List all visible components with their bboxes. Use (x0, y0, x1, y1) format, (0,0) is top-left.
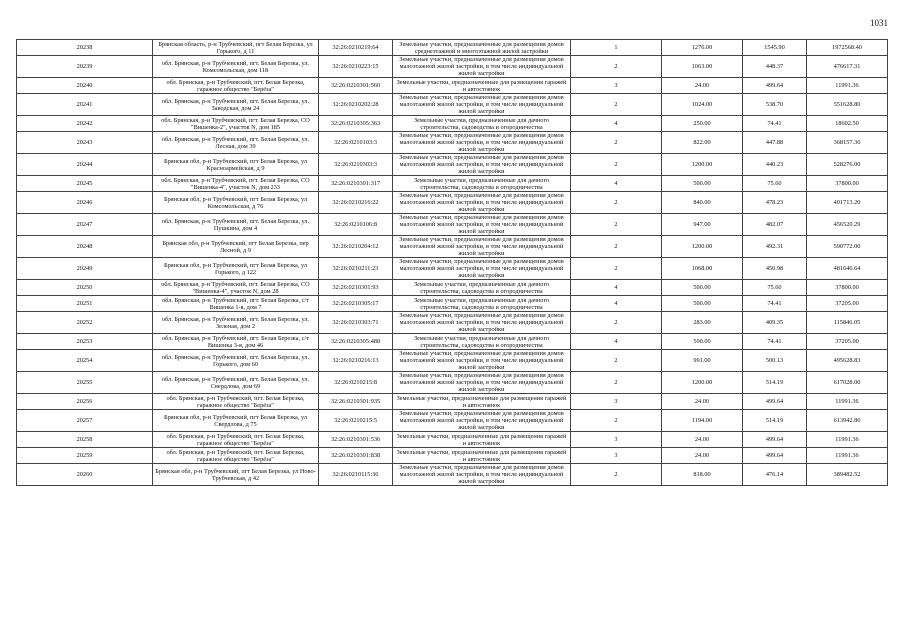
row-number-cell: 20247 (17, 214, 153, 236)
land-use-code-cell: 4 (571, 296, 662, 312)
cadastral-value-cell: 11991.36 (807, 394, 888, 410)
address-cell: обл. Брянская, р-н Трубчевский, пгт. Белая Березка, СО "Вишенка-2", участок N, дом 185 (153, 116, 319, 132)
cadastral-number-cell: 32:26:0210202:28 (319, 94, 393, 116)
cadastral-number-cell: 32:26:0210301:838 (319, 448, 393, 464)
address-cell: обл. Брянская, р-н Трубчевский, пгт. Белая Березка, гаражное общество "Берёза" (153, 448, 319, 464)
specific-value-cell: 499.64 (743, 448, 807, 464)
specific-value-cell: 499.64 (743, 394, 807, 410)
row-number-cell: 20244 (17, 154, 153, 176)
row-number-cell: 20246 (17, 192, 153, 214)
area-cell: 24.00 (662, 394, 743, 410)
cadastral-value-cell: 368157.36 (807, 132, 888, 154)
land-use-code-cell: 2 (571, 372, 662, 394)
address-cell: обл. Брянская, р-н Трубчевский, пгт. Белая Березка, ул. Заводская, дом 24 (153, 94, 319, 116)
table-row (17, 372, 888, 394)
table-row (17, 236, 888, 258)
cadastral-value-cell: 613942.86 (807, 410, 888, 432)
cadastral-number-cell: 32:26:0210219:64 (319, 40, 393, 56)
table-row (17, 410, 888, 432)
address-cell: обл. Брянская, р-н Трубчевский, пгт. Белая Березка, с/т Вишенка 1-я, дом 7 (153, 296, 319, 312)
land-use-cell: Земельные участки, предназначенные для дачного строительства, садоводства и огородничества (393, 280, 571, 296)
cadastral-value-cell: 617028.00 (807, 372, 888, 394)
cadastral-number-cell: 32:26:0210103:3 (319, 132, 393, 154)
address-cell: Брянская обл, р-н Трубчевский, пгт Белая Березка, ул Ново-Трубчевская, д 42 (153, 464, 319, 486)
area-cell: 500.00 (662, 296, 743, 312)
specific-value-cell: 500.13 (743, 350, 807, 372)
table-row (17, 214, 888, 236)
address-cell: обл. Брянская, р-н Трубчевский, пгт. Белая Березка, ул. Лесная, дом 39 (153, 132, 319, 154)
land-use-cell: Земельные участки, предназначенные для размещения домов малоэтажной жилой застройки, в том числе индивидуальной жилой застройки (393, 56, 571, 78)
cadastral-number-cell: 32:26:0210204:12 (319, 236, 393, 258)
area-cell: 1068.00 (662, 258, 743, 280)
row-number-cell: 20258 (17, 432, 153, 448)
table-row (17, 40, 888, 56)
cadastral-value-cell: 476617.31 (807, 56, 888, 78)
land-use-cell: Земельные участки, предназначенные для размещения гаражей и автостоянок (393, 432, 571, 448)
land-use-code-cell: 3 (571, 448, 662, 464)
row-number-cell: 20256 (17, 394, 153, 410)
cadastral-number-cell: 32:26:0210301:317 (319, 176, 393, 192)
area-cell: 500.00 (662, 280, 743, 296)
row-number-cell: 20245 (17, 176, 153, 192)
specific-value-cell: 499.64 (743, 78, 807, 94)
cadastral-number-cell: 32:26:0210301:536 (319, 432, 393, 448)
table-row (17, 78, 888, 94)
table-row (17, 176, 888, 192)
area-cell: 283.00 (662, 312, 743, 334)
land-use-code-cell: 2 (571, 350, 662, 372)
area-cell: 250.00 (662, 116, 743, 132)
row-number-cell: 20254 (17, 350, 153, 372)
land-use-cell: Земельные участки, предназначенные для размещения гаражей и автостоянок (393, 78, 571, 94)
specific-value-cell: 440.23 (743, 154, 807, 176)
table-row (17, 116, 888, 132)
cadastral-number-cell: 32:26:0210303:71 (319, 312, 393, 334)
area-cell: 818.00 (662, 464, 743, 486)
cadastral-number-cell: 32:26:0210223:15 (319, 56, 393, 78)
land-use-cell: Земельные участки, предназначенные для размещения гаражей и автостоянок (393, 394, 571, 410)
row-number-cell: 20238 (17, 40, 153, 56)
specific-value-cell: 538.70 (743, 94, 807, 116)
cadastral-number-cell: 32:26:0210106:8 (319, 214, 393, 236)
land-use-cell: Земельные участки, предназначенные для размещения домов малоэтажной жилой застройки, в том числе индивидуальной жилой застройки (393, 258, 571, 280)
address-cell: обл. Брянская, р-н Трубчевский, пгт. Белая Березка, СО "Вишенка-4", участок N, дом 28 (153, 280, 319, 296)
cadastral-value-cell: 551628.80 (807, 94, 888, 116)
table-body (17, 40, 888, 486)
specific-value-cell: 75.60 (743, 280, 807, 296)
land-use-code-cell: 4 (571, 280, 662, 296)
land-use-code-cell: 2 (571, 312, 662, 334)
cadastral-value-cell: 389482.52 (807, 464, 888, 486)
row-number-cell: 20242 (17, 116, 153, 132)
specific-value-cell: 476.14 (743, 464, 807, 486)
land-use-cell: Земельные участки, предназначенные для размещения домов малоэтажной жилой застройки, в том числе индивидуальной жилой застройки (393, 350, 571, 372)
specific-value-cell: 514.19 (743, 410, 807, 432)
area-cell: 1024.00 (662, 94, 743, 116)
row-number-cell: 20241 (17, 94, 153, 116)
area-cell: 1200.00 (662, 236, 743, 258)
cadastral-value-cell: 1972568.40 (807, 40, 888, 56)
cadastral-value-cell: 37205.00 (807, 334, 888, 350)
land-use-cell: Земельные участки, предназначенные для размещения домов малоэтажной жилой застройки, в том числе индивидуальной жилой застройки (393, 132, 571, 154)
specific-value-cell: 478.23 (743, 192, 807, 214)
cadastral-number-cell: 32:26:0210215:5 (319, 410, 393, 432)
cadastral-value-cell: 11991.36 (807, 432, 888, 448)
area-cell: 24.00 (662, 432, 743, 448)
cadastral-value-cell: 528276.00 (807, 154, 888, 176)
specific-value-cell: 514.19 (743, 372, 807, 394)
row-number-cell: 20239 (17, 56, 153, 78)
specific-value-cell: 409.35 (743, 312, 807, 334)
area-cell: 1194.00 (662, 410, 743, 432)
row-number-cell: 20243 (17, 132, 153, 154)
cadastral-number-cell: 32:26:0210211:23 (319, 258, 393, 280)
land-use-cell: Земельные участки, предназначенные для размещения гаражей и автостоянок (393, 448, 571, 464)
land-use-cell: Земельные участки, предназначенные для размещения домов малоэтажной жилой застройки, в том числе индивидуальной жилой застройки (393, 372, 571, 394)
cadastral-number-cell: 32:26:0210305:488 (319, 334, 393, 350)
land-use-code-cell: 2 (571, 94, 662, 116)
land-use-cell: Земельные участки, предназначенные для размещения домов малоэтажной жилой застройки, в том числе индивидуальной жилой застройки (393, 94, 571, 116)
cadastral-number-cell: 32:26:0210301:93 (319, 280, 393, 296)
cadastral-value-cell: 495628.83 (807, 350, 888, 372)
address-cell: Брянская обл, р-н Трубчевский, пгт Белая Березка, ул Горького, д 122 (153, 258, 319, 280)
land-use-cell: Земельные участки, предназначенные для дачного строительства, садоводства и огородничества (393, 296, 571, 312)
land-use-code-cell: 2 (571, 132, 662, 154)
table-row (17, 394, 888, 410)
row-number-cell: 20251 (17, 296, 153, 312)
cadastral-value-cell: 590772.00 (807, 236, 888, 258)
land-use-code-cell: 4 (571, 176, 662, 192)
area-cell: 500.00 (662, 334, 743, 350)
area-cell: 947.00 (662, 214, 743, 236)
row-number-cell: 20257 (17, 410, 153, 432)
cadastral-value-cell: 37800.00 (807, 280, 888, 296)
land-use-code-cell: 4 (571, 116, 662, 132)
land-use-cell: Земельные участки, предназначенные для размещения домов малоэтажной жилой застройки, в том числе индивидуальной жилой застройки (393, 192, 571, 214)
row-number-cell: 20248 (17, 236, 153, 258)
area-cell: 24.00 (662, 78, 743, 94)
table-row (17, 94, 888, 116)
address-cell: Брянская обл, р-н Трубчевский, пгт Белая Березка, пер Лесной, д 9 (153, 236, 319, 258)
cadastral-number-cell: 32:26:0210301:935 (319, 394, 393, 410)
cadastral-number-cell: 32:26:0210216:22 (319, 192, 393, 214)
table-row (17, 192, 888, 214)
cadastral-number-cell: 32:26:0210305:363 (319, 116, 393, 132)
row-number-cell: 20249 (17, 258, 153, 280)
table-row (17, 258, 888, 280)
address-cell: обл. Брянская, р-н Трубчевский, пгт. Белая Березка, ул. Зеленая, дом 2 (153, 312, 319, 334)
land-use-code-cell: 2 (571, 236, 662, 258)
row-number-cell: 20259 (17, 448, 153, 464)
area-cell: 991.00 (662, 350, 743, 372)
table-row (17, 296, 888, 312)
table-row (17, 280, 888, 296)
cadastral-value-cell: 456520.29 (807, 214, 888, 236)
address-cell: обл. Брянская, р-н Трубчевский, пгт. Белая Березка, ул. Пушкина, дом 4 (153, 214, 319, 236)
cadastral-value-cell: 401713.20 (807, 192, 888, 214)
row-number-cell: 20253 (17, 334, 153, 350)
land-use-code-cell: 1 (571, 40, 662, 56)
table-row (17, 334, 888, 350)
area-cell: 24.00 (662, 448, 743, 464)
cadastral-number-cell: 32:26:0210305:17 (319, 296, 393, 312)
table-row (17, 350, 888, 372)
page-number: 1031 (870, 18, 888, 28)
table-row (17, 154, 888, 176)
land-use-cell: Земельные участки, предназначенные для дачного строительства, садоводства и огородничества (393, 176, 571, 192)
specific-value-cell: 499.64 (743, 432, 807, 448)
table-row (17, 312, 888, 334)
cadastral-value-cell: 18602.50 (807, 116, 888, 132)
land-use-code-cell: 2 (571, 214, 662, 236)
row-number-cell: 20240 (17, 78, 153, 94)
row-number-cell: 20252 (17, 312, 153, 334)
cadastral-value-cell: 37800.00 (807, 176, 888, 192)
table-row (17, 132, 888, 154)
cadastral-value-cell: 11991.36 (807, 78, 888, 94)
address-cell: обл. Брянская, р-н Трубчевский, пгт. Белая Березка, ул. Горького, дом 60 (153, 350, 319, 372)
specific-value-cell: 1545.90 (743, 40, 807, 56)
land-use-code-cell: 2 (571, 410, 662, 432)
land-use-cell: Земельные участки, предназначенные для размещения домов малоэтажной жилой застройки, в том числе индивидуальной жилой застройки (393, 214, 571, 236)
row-number-cell: 20250 (17, 280, 153, 296)
row-number-cell: 20260 (17, 464, 153, 486)
land-use-code-cell: 4 (571, 334, 662, 350)
address-cell: обл. Брянская, р-н Трубчевский, пгт. Белая Березка, ул. Комсомольская, дом 118 (153, 56, 319, 78)
table-row (17, 432, 888, 448)
address-cell: обл. Брянская, р-н Трубчевский, пгт. Белая Березка, ул. Свердлова, дом 69 (153, 372, 319, 394)
specific-value-cell: 75.60 (743, 176, 807, 192)
area-cell: 1200.00 (662, 154, 743, 176)
land-use-code-cell: 3 (571, 394, 662, 410)
land-use-code-cell: 2 (571, 192, 662, 214)
land-use-code-cell: 3 (571, 432, 662, 448)
address-cell: обл. Брянская, р-н Трубчевский, пгт. Белая Березка, с/т Вишенка 3-я, дом 46 (153, 334, 319, 350)
land-use-cell: Земельные участки, предназначенные для размещения домов малоэтажной жилой застройки, в том числе индивидуальной жилой застройки (393, 312, 571, 334)
area-cell: 1276.00 (662, 40, 743, 56)
land-use-cell: Земельные участки, предназначенные для размещения домов среднеэтажной и многоэтажной жилой застройки (393, 40, 571, 56)
land-use-cell: Земельные участки, предназначенные для размещения домов малоэтажной жилой застройки, в том числе индивидуальной жилой застройки (393, 410, 571, 432)
table-row (17, 448, 888, 464)
specific-value-cell: 74.41 (743, 334, 807, 350)
area-cell: 822.00 (662, 132, 743, 154)
specific-value-cell: 74.41 (743, 116, 807, 132)
address-cell: обл. Брянская, р-н Трубчевский, пгт. Белая Березка, гаражное общество "Берёза" (153, 78, 319, 94)
cadastral-number-cell: 32:26:0210216:13 (319, 350, 393, 372)
specific-value-cell: 482.07 (743, 214, 807, 236)
cadastral-number-cell: 32:26:0210301:560 (319, 78, 393, 94)
cadastral-number-cell: 32:26:0210303:3 (319, 154, 393, 176)
address-cell: Брянская обл, р-н Трубчевский, пгт Белая Березка, ул Свердлова, д 75 (153, 410, 319, 432)
cadastral-value-cell: 37205.00 (807, 296, 888, 312)
land-use-code-cell: 2 (571, 464, 662, 486)
row-number-cell: 20255 (17, 372, 153, 394)
specific-value-cell: 450.98 (743, 258, 807, 280)
land-use-code-cell: 2 (571, 258, 662, 280)
address-cell: обл. Брянская, р-н Трубчевский, пгт. Белая Березка, гаражное общество "Берёза" (153, 394, 319, 410)
address-cell: обл. Брянская, р-н Трубчевский, пгт. Белая Березка, СО "Вишенка-4", участок N, дом 233 (153, 176, 319, 192)
land-use-cell: Земельные участки, предназначенные для дачного строительства, садоводства и огородничества (393, 116, 571, 132)
area-cell: 500.00 (662, 176, 743, 192)
land-use-cell: Земельные участки, предназначенные для дачного строительства, садоводства и огородничества (393, 334, 571, 350)
land-use-cell: Земельные участки, предназначенные для размещения домов малоэтажной жилой застройки, в том числе индивидуальной жилой застройки (393, 464, 571, 486)
land-use-code-cell: 2 (571, 56, 662, 78)
land-use-cell: Земельные участки, предназначенные для размещения домов малоэтажной жилой застройки, в том числе индивидуальной жилой застройки (393, 154, 571, 176)
cadastral-value-cell: 115846.05 (807, 312, 888, 334)
land-use-code-cell: 3 (571, 78, 662, 94)
cadastral-value-cell: 11991.36 (807, 448, 888, 464)
specific-value-cell: 74.41 (743, 296, 807, 312)
cadastral-value-cell: 481646.64 (807, 258, 888, 280)
address-cell: обл. Брянская, р-н Трубчевский, пгт. Белая Березка, гаражное общество "Берёза" (153, 432, 319, 448)
table-row (17, 464, 888, 486)
specific-value-cell: 492.31 (743, 236, 807, 258)
address-cell: Брянская обл, р-н Трубчевский, пгт Белая Березка, ул Комсомольская, д 76 (153, 192, 319, 214)
cadastral-number-cell: 32:26:0210215:8 (319, 372, 393, 394)
area-cell: 1063.00 (662, 56, 743, 78)
address-cell: Брянская область, р-н Трубчевский, пгт Белая Березка, ул Горького, д 11 (153, 40, 319, 56)
cadastral-number-cell: 32:26:0210115:36 (319, 464, 393, 486)
table-row (17, 56, 888, 78)
address-cell: Брянская обл, р-н Трубчевский, пгт Белая Березка, ул Красноармейская, д 9 (153, 154, 319, 176)
specific-value-cell: 447.88 (743, 132, 807, 154)
area-cell: 1200.00 (662, 372, 743, 394)
land-use-cell: Земельные участки, предназначенные для размещения домов малоэтажной жилой застройки, в том числе индивидуальной жилой застройки (393, 236, 571, 258)
area-cell: 840.00 (662, 192, 743, 214)
land-use-code-cell: 2 (571, 154, 662, 176)
cadastral-value-table (16, 39, 888, 486)
specific-value-cell: 448.37 (743, 56, 807, 78)
